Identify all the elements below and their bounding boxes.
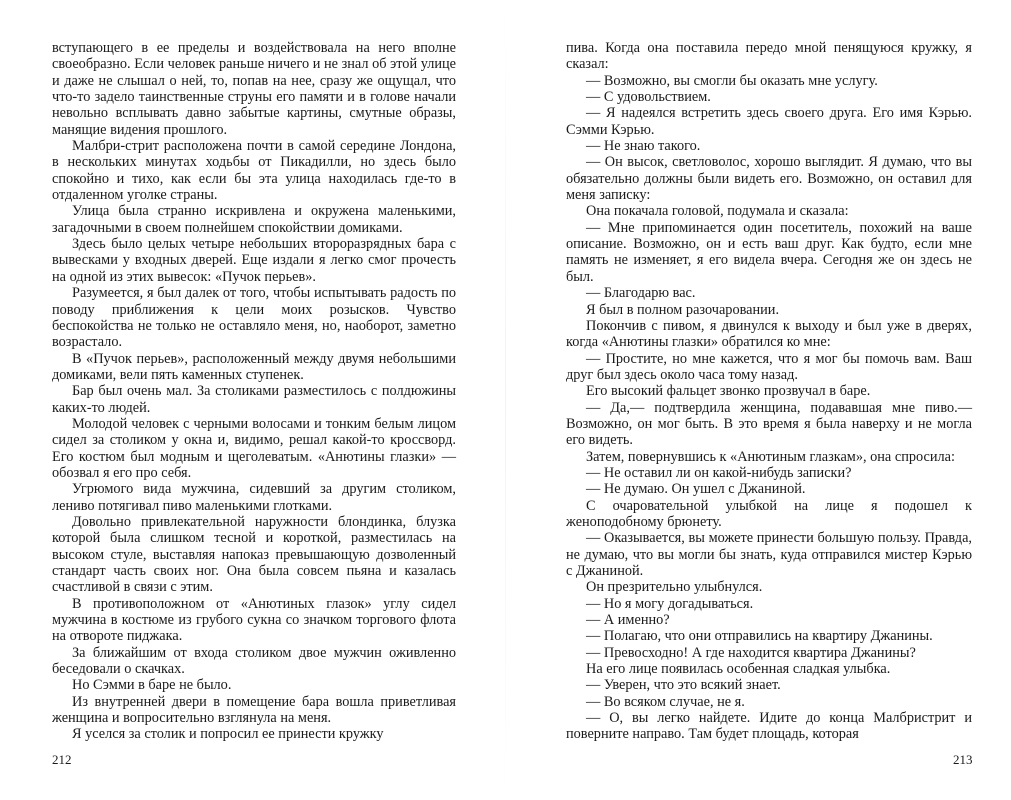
paragraph: пива. Когда она поставила передо мной пенящуюся кружку, я сказал: — [566, 40, 972, 73]
paragraph: вступающего в ее пределы и воздействовала на него вполне своеобразно. Если человек раньше ничего и не знал об этой улице и даже не слышал о ней, то, попав на нее, сразу же ощущал, что что-то задело таинственные струны его памяти и в голове начали невольно всплывать давно забытые картины, смутные образы, манящие видения прошлого. — [52, 40, 456, 138]
right-page — [566, 40, 972, 743]
paragraph: — Превосходно! А где находится квартира Джанины? — [586, 644, 916, 661]
paragraph: Разумеется, я был далек от того, чтобы испытывать радость по поводу приближения к цели моих розысков. Чувство беспокойства не только не оставляло меня, но, наоборот, заметно возрастало. — [52, 285, 456, 351]
paragraph: — Уверен, что это всякий знает. — [586, 677, 781, 694]
paragraph: — Мне припоминается один посетитель, похожий на ваше описание. Возможно, он и есть ваш друг. Как будто, если мне память не изменяет, я его видела вчера. Сегодня же он здесь не был. — [566, 219, 972, 285]
paragraph: Покончив с пивом, я двинулся к выходу и был уже в дверях, когда «Анютины глазки» обратился ко мне: — [566, 317, 972, 351]
paragraph: С очаровательной улыбкой на лице я подошел к женоподобному брюнету. — [566, 497, 972, 530]
paragraph: — Во всяком случае, не я. — [586, 693, 745, 710]
paragraph: Но Сэмми в баре не было. — [72, 677, 232, 694]
paragraph: На его лице появилась особенная сладкая улыбка. — [586, 661, 891, 678]
paragraph: Его высокий фальцет звонко прозвучал в баре. — [586, 383, 871, 400]
page-number-right: 213 — [953, 752, 973, 767]
paragraph: Довольно привлекательной наружности блондинка, блузка которой была слишком тесной и короткой, разместилась на высоком стуле, выставляя напоказ превышающую дозволенный стандарт часть своих ног. Она была совсем пьяна и казалась счастливой в связи с этим. — [52, 513, 456, 596]
paragraph: В «Пучок перьев», расположенный между двумя небольшими домиками, вели пять каменных ступенек. — [52, 350, 456, 383]
page-number-left: 212 — [52, 752, 72, 767]
paragraph: В противоположном от «Анютиных глазок» углу сидел мужчина в костюме из грубого сукна со значком торгового флота на отвороте пиджака. — [52, 595, 456, 645]
paragraph: Угрюмого вида мужчина, сидевший за другим столиком, лениво потягивал пиво маленькими глотками. — [52, 481, 456, 514]
paragraph: Он презрительно улыбнулся. — [586, 579, 763, 596]
paragraph: За ближайшим от входа столиком двое мужчин оживленно беседовали о скачках. — [52, 644, 456, 678]
book-gutter — [505, 0, 506, 800]
paragraph: Затем, повернувшись к «Анютиным глазкам», она спросила: — [586, 448, 955, 465]
paragraph: — Полагаю, что они отправились на квартиру Джанины. — [586, 628, 933, 645]
paragraph: — Но я могу догадываться. — [586, 595, 754, 612]
paragraph: — А именно? — [586, 612, 670, 629]
left-page — [52, 40, 456, 743]
paragraph: Она покачала головой, подумала и сказала: — [586, 203, 849, 220]
paragraph: — Оказывается, вы можете принести большую пользу. Правда, не думаю, что вы могли бы знать, куда отправился мистер Кэрью с Джаниной. — [566, 530, 972, 579]
paragraph: Бар был очень мал. За столиками разместилось с полдюжины каких-то людей. — [52, 383, 456, 416]
paragraph: — Благодарю вас. — [586, 285, 696, 302]
paragraph: — Я надеялся встретить здесь своего друга. Его имя Кэрью. Сэмми Кэрью. — [566, 105, 972, 138]
paragraph: Я уселся за столик и попросил ее принести кружку — [72, 726, 384, 743]
paragraph: — Он высок, светловолос, хорошо выглядит. Я думаю, что вы обязательно должны были видеть его. Возможно, он оставил для меня записку: — [566, 154, 972, 204]
paragraph: — Возможно, вы смогли бы оказать мне услугу. — [586, 72, 878, 89]
paragraph: Из внутренней двери в помещение бара вошла приветливая женщина и вопросительно взглянула на меня. — [52, 693, 456, 727]
paragraph: — О, вы легко найдете. Идите до конца Малбристрит и поверните направо. Там будет площадь, которая — [566, 710, 972, 743]
paragraph: — Не думаю. Он ушел с Джаниной. — [586, 481, 806, 498]
paragraph: — Да,— подтвердила женщина, подававшая мне пиво.— Возможно, он мог быть. В это время я была наверху и не могла его видеть. — [566, 399, 972, 449]
paragraph: Молодой человек с черными волосами и тонким белым лицом сидел за столиком у окна и, видимо, решал какой-то кроссворд. Его костюм был модным и щеголеватым. «Анютины глазки» — обозвал я его про себя. — [52, 415, 456, 481]
paragraph: — Не знаю такого. — [586, 138, 701, 155]
paragraph: — Простите, но мне кажется, что я мог бы помочь вам. Ваш друг был здесь около часа тому назад. — [566, 350, 972, 383]
paragraph: Здесь было целых четыре небольших второразрядных бара с вывесками у входных дверей. Еще издали я легко смог прочесть на одной из этих вывесок: «Пучок перьев». — [52, 236, 456, 285]
paragraph: Я был в полном разочаровании. — [586, 301, 780, 318]
paragraph: Малбри-стрит расположена почти в самой середине Лондона, в нескольких минутах ходьбы от Пикадилли, но здесь было спокойно и тихо, как если бы эта улица находилась где-то в отдаленном уголке страны. — [52, 138, 456, 204]
paragraph: — С удовольствием. — [586, 89, 711, 106]
paragraph: Улица была странно искривлена и окружена маленькими, загадочными в своем полнейшем спокойствии домиками. — [52, 203, 456, 236]
paragraph: — Не оставил ли он какой-нибудь записки? — [586, 464, 852, 481]
